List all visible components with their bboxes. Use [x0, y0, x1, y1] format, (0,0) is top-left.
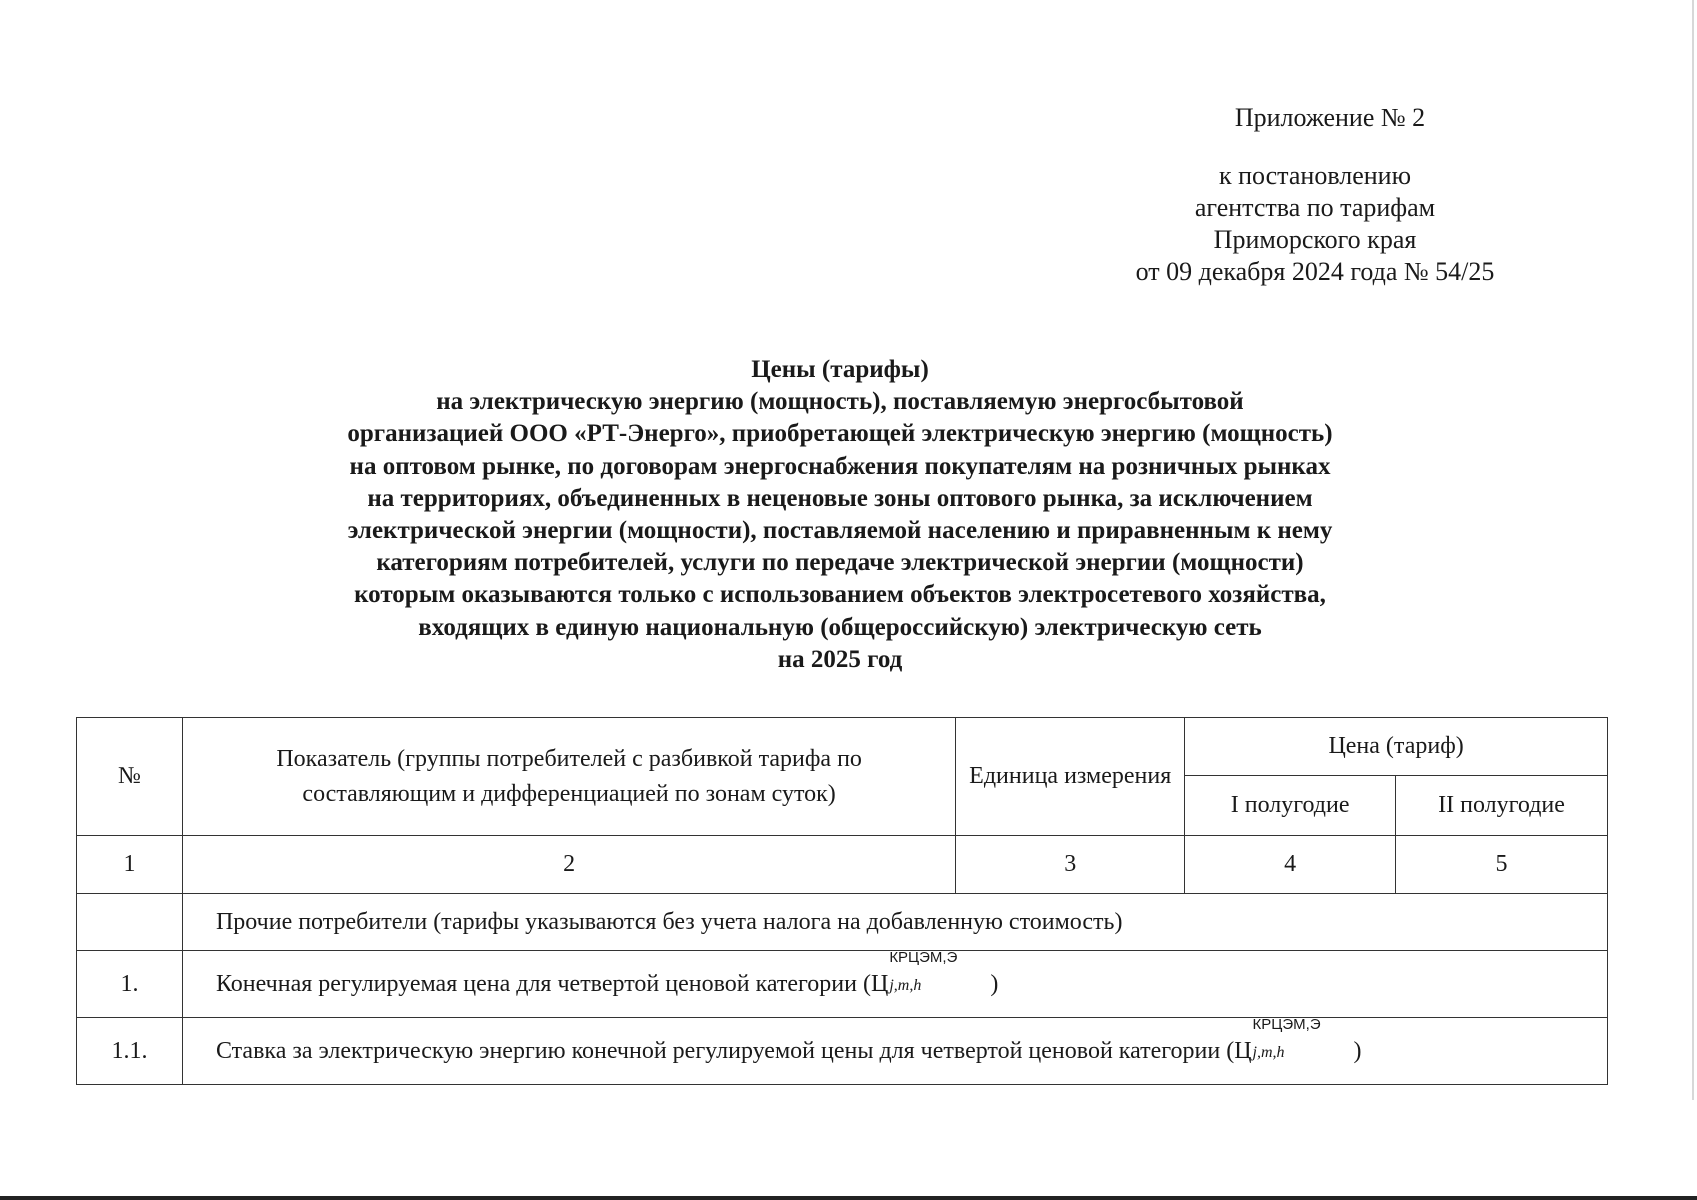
appendix-line: агентства по тарифам: [1194, 193, 1436, 222]
title-line: организацией ООО «РТ-Энерго», приобретающей электрическую энергию (мощность): [347, 420, 1333, 448]
row-num: 1.1.: [77, 1018, 183, 1085]
price-symbol-subscript: j,m,h: [889, 976, 922, 994]
header-price: Цена (тариф): [1185, 718, 1608, 776]
title-line: категориям потребителей, услуги по передаче электрической энергии (мощности): [376, 549, 1304, 577]
price-symbol: [1234, 1015, 1353, 1064]
scan-bottom-edge: [0, 1196, 1697, 1200]
row-text: Конечная регулируемая цена для четвертой ценовой категории (: [215, 970, 871, 997]
tariff-table: [76, 717, 1608, 1085]
table-row: [77, 1018, 1608, 1085]
header-unit: Единица измерения: [956, 718, 1185, 836]
appendix-block: [1100, 102, 1530, 288]
table-header-row: [77, 718, 1608, 776]
price-symbol-superscript: КРЦЭМ,Э: [1252, 1015, 1321, 1033]
title-line: которым оказываются только с использованием объектов электросетевого хозяйства,: [354, 581, 1326, 609]
title-line: на оптовом рынке, по договорам энергоснабжения покупателям на розничных рынках: [349, 452, 1331, 480]
title-line: на 2025 год: [777, 645, 903, 673]
column-numbers-row: [77, 836, 1608, 894]
column-number: 1: [77, 836, 183, 894]
header-indicator-line: Показатель (группы потребителей с разбивкой тарифа по: [276, 745, 862, 772]
row-text: Ставка за электрическую энергию конечной регулируемой цены для четвертой ценовой категории (: [215, 1037, 1235, 1064]
price-symbol-scripts: [1252, 1015, 1354, 1061]
title-line: Цены (тарифы): [751, 356, 929, 383]
scan-edge-shadow: [1692, 0, 1694, 1100]
header-indicator: [182, 718, 955, 836]
column-number: 2: [182, 836, 955, 894]
column-number: 4: [1185, 836, 1396, 894]
title-line: на территориях, объединенных в неценовые зоны оптового рынка, за исключением: [367, 484, 1313, 512]
column-number: 5: [1396, 836, 1608, 894]
header-half-2: II полугодие: [1396, 776, 1608, 836]
row-text: Прочие потребители (тарифы указываются без учета налога на добавленную стоимость): [182, 894, 1607, 951]
title-line: входящих в единую национальную (общероссийскую) электрическую сеть: [418, 613, 1262, 641]
title-line: электрической энергии (мощности), поставляемой населению и приравненным к нему: [347, 517, 1333, 545]
row-num: [77, 894, 183, 951]
price-symbol-letter: Ц: [870, 970, 889, 997]
row-text-close: ): [990, 970, 999, 997]
appendix-line: к постановлению: [1218, 161, 1412, 190]
price-symbol-superscript: КРЦЭМ,Э: [889, 948, 958, 966]
row-text-cell: [182, 948, 1607, 1018]
header-indicator-line: составляющим и дифференциацией по зонам суток): [302, 780, 836, 807]
appendix-number: Приложение № 2: [1234, 103, 1426, 132]
table-row: [77, 894, 1608, 951]
price-symbol: [870, 948, 990, 997]
price-symbol-scripts: [888, 948, 990, 994]
row-text-cell: [182, 1015, 1607, 1085]
price-symbol-letter: Ц: [1234, 1037, 1252, 1064]
title-line: на электрическую энергию (мощность), поставляемую энергосбытовой: [436, 388, 1244, 416]
row-num: 1.: [77, 951, 183, 1018]
appendix-line: Приморского края: [1213, 225, 1417, 254]
column-number: 3: [956, 836, 1185, 894]
header-half-1: I полугодие: [1185, 776, 1396, 836]
appendix-date-line: от 09 декабря 2024 года № 54/25: [1135, 257, 1495, 286]
row-text-close: ): [1353, 1037, 1362, 1064]
price-symbol-subscript: j,m,h: [1252, 1043, 1285, 1061]
header-num: №: [77, 718, 183, 836]
document-title: [180, 354, 1500, 676]
table-row: [77, 951, 1608, 1018]
